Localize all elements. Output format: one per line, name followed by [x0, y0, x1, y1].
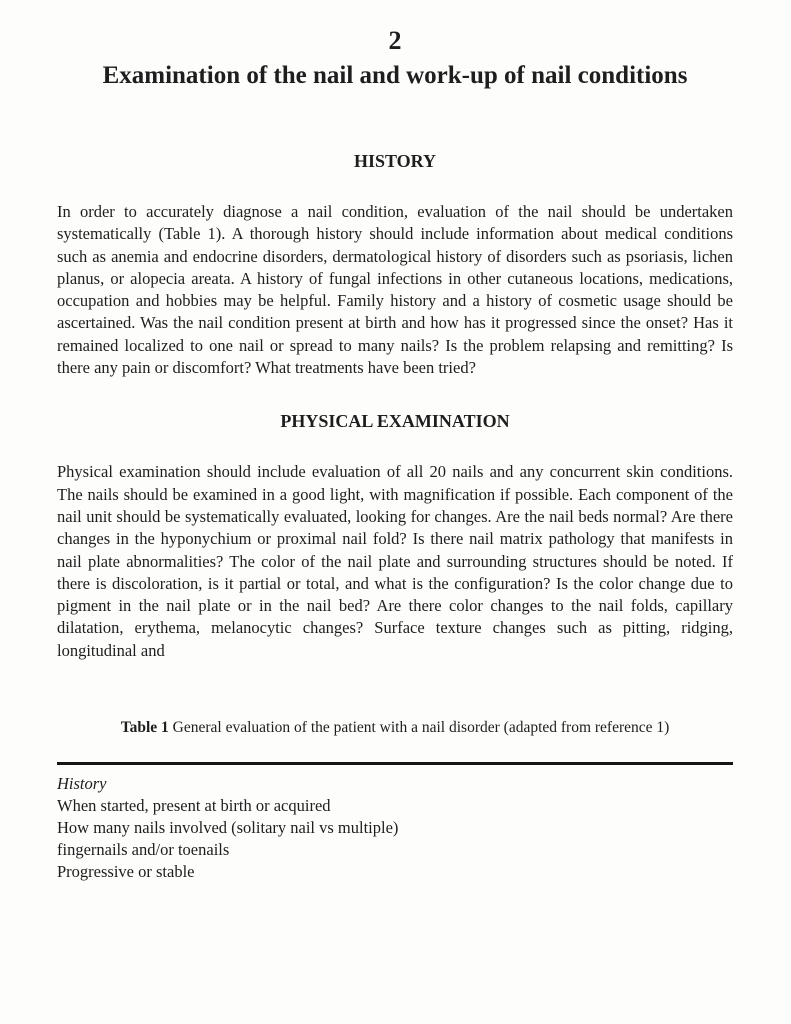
table-row: How many nails involved (solitary nail vs multiple)	[57, 818, 399, 838]
table-top-rule	[57, 762, 733, 765]
table-row: Progressive or stable	[57, 862, 195, 882]
history-paragraph: In order to accurately diagnose a nail condition, evaluation of the nail should be undertaken systematically (Table 1). A thorough history should include information about medical conditions such as anemia and endocrine disorders, dermatological history of disorders such as psoriasis, lichen planus, or alopecia areata. A history of fungal infections in other cutaneous locations, medications, occupation and hobbies may be helpful. Family history and a history of cosmetic usage should be ascertained. Was the nail condition present at birth and how has it progressed since the onset? Has it remained localized to one nail or spread to many nails? Is the problem relapsing and remitting? Is there any pain or discomfort? What treatments have been tried?	[57, 202, 733, 378]
section-heading-history: HISTORY	[353, 151, 437, 171]
table-body	[57, 773, 733, 883]
table-caption-text: General evaluation of the patient with a nail disorder (adapted from reference 1)	[168, 719, 670, 737]
table-caption	[57, 718, 733, 738]
table-row: fingernails and/or toenails	[57, 840, 230, 860]
table-label: Table 1	[120, 719, 169, 737]
section-heading-physical-examination: PHYSICAL EXAMINATION	[280, 411, 510, 432]
chapter-title: Examination of the nail and work-up of nail conditions	[102, 62, 688, 89]
chapter-number: 2	[388, 26, 402, 55]
physical-examination-paragraph: Physical examination should include evaluation of all 20 nails and any concurrent skin conditions. The nails should be examined in a good light, with magnification if possible. Each component of the nail unit should be systematically evaluated, looking for changes. Are the nail beds normal? Are there changes in the hyponychium or proximal nail fold? Is there nail matrix pathology that manifests in nail plate abnormalities? The color of the nail plate and surrounding structures should be noted. If there is discoloration, is it partial or total, and what is the configuration? Is the color change due to pigment in the nail plate or in the nail bed? Are there color changes to the nail folds, capillary dilatation, erythema, melanocytic changes? Surface texture changes such as pitting, ridging, longitudinal and	[57, 462, 733, 660]
table-group-heading: History	[57, 774, 107, 794]
table-row: When started, present at birth or acquired	[57, 796, 331, 816]
